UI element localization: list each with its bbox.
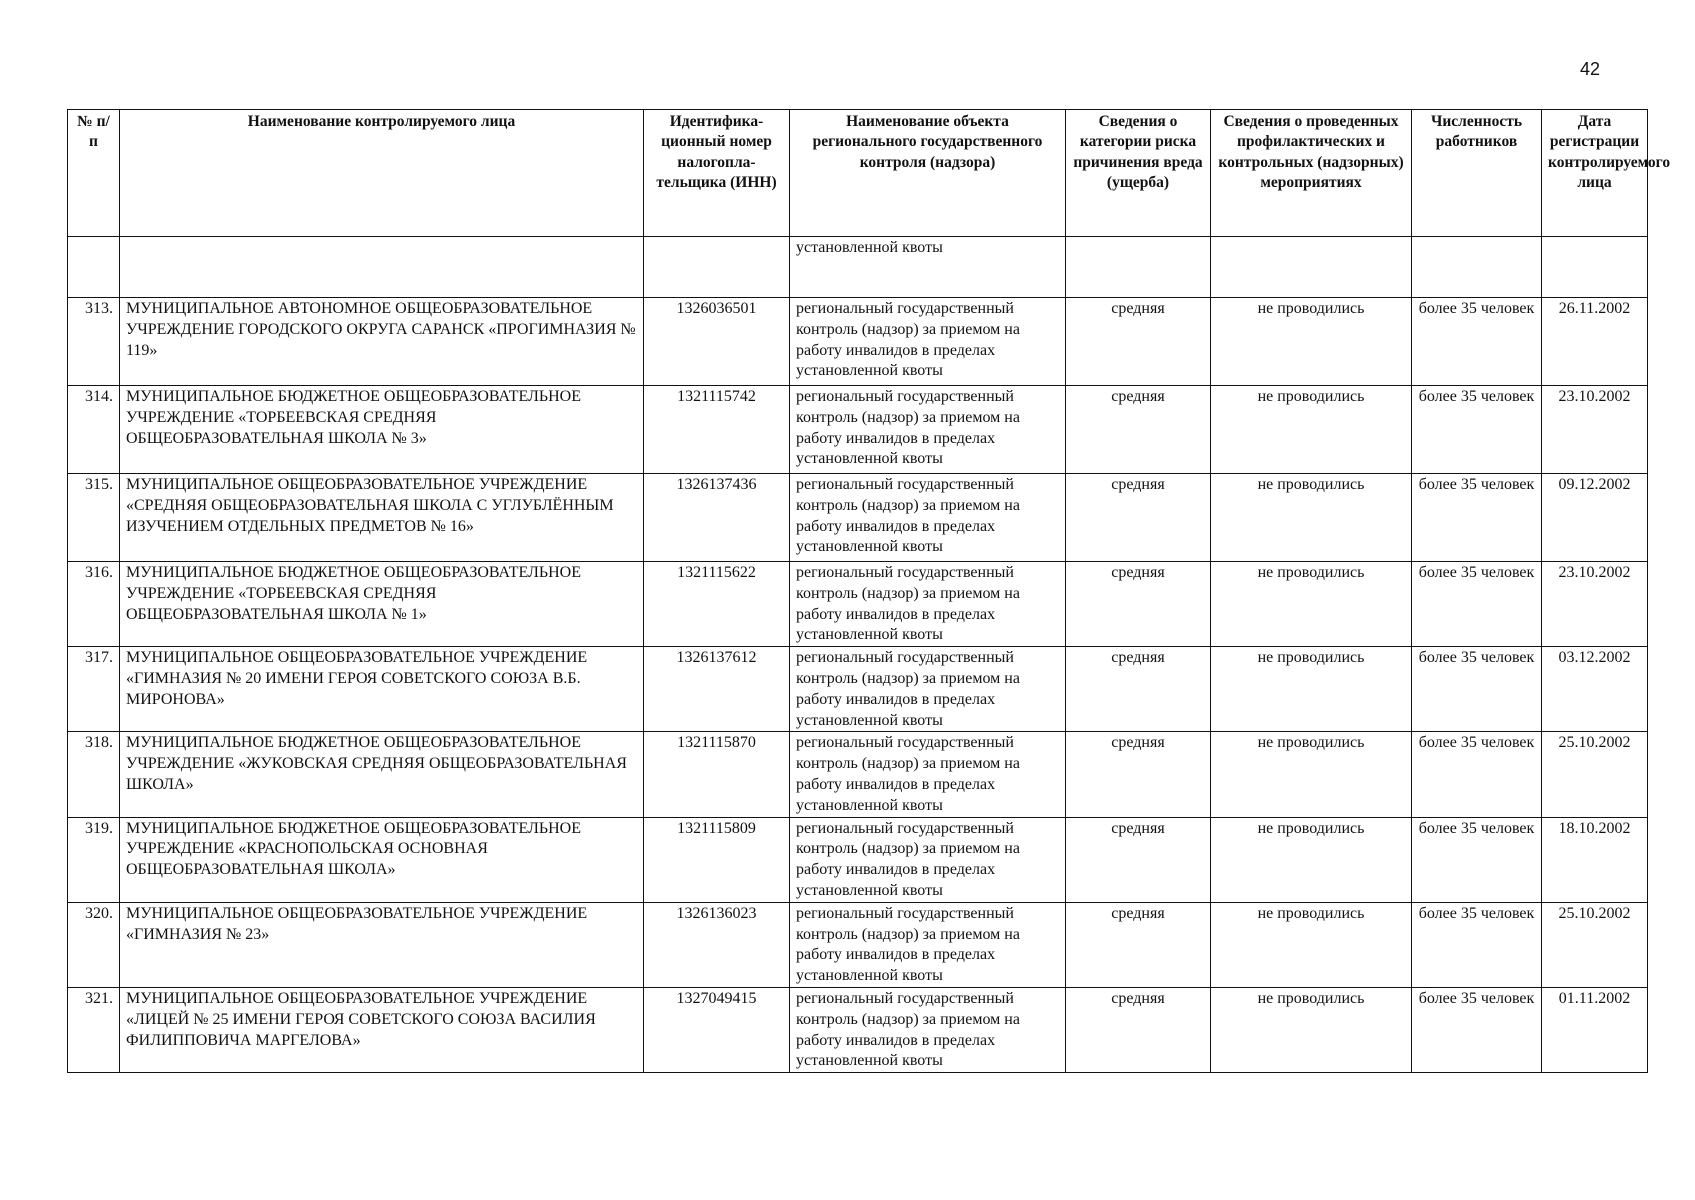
- organization-name: МУНИЦИПАЛЬНОЕ ОБЩЕОБРАЗОВАТЕЛЬНОЕ УЧРЕЖДЕНИЕ «ЛИЦЕЙ № 25 ИМЕНИ ГЕРОЯ СОВЕТСКОГО СОЮЗА ВАСИЛИЯ ФИЛИППОВИЧА МАРГЕЛОВА»: [120, 987, 644, 1072]
- carryover-risk-cell: [1066, 237, 1211, 298]
- carryover-row: [68, 237, 1648, 298]
- column-header-num: № п/п: [68, 110, 120, 237]
- column-header-name: Наименование контролируемого лица: [120, 110, 644, 237]
- risk-category-cell: средняя: [1066, 902, 1211, 987]
- organization-name: МУНИЦИПАЛЬНОЕ БЮДЖЕТНОЕ ОБЩЕОБРАЗОВАТЕЛЬНОЕ УЧРЕЖДЕНИЕ «ТОРБЕЕВСКАЯ СРЕДНЯЯ ОБЩЕОБРАЗОВАТЕЛЬНАЯ ШКОЛА № 1»: [120, 562, 644, 647]
- table-row: [68, 562, 1648, 647]
- control-object-cell: региональный государственный контроль (надзор) за приемом на работу инвалидов в пределах установленной квоты: [790, 647, 1066, 732]
- events-cell: не проводились: [1211, 298, 1412, 386]
- control-object-cell: региональный государственный контроль (надзор) за приемом на работу инвалидов в пределах установленной квоты: [790, 562, 1066, 647]
- control-object-cell: региональный государственный контроль (надзор) за приемом на работу инвалидов в пределах установленной квоты: [790, 386, 1066, 474]
- row-number: 317.: [68, 647, 120, 732]
- control-object-cell: региональный государственный контроль (надзор) за приемом на работу инвалидов в пределах установленной квоты: [790, 732, 1066, 817]
- registry-table: [67, 109, 1671, 1073]
- events-cell: не проводились: [1211, 902, 1412, 987]
- registration-date-cell: 25.10.2002: [1542, 902, 1648, 987]
- staff-count-cell: более 35 человек: [1412, 386, 1542, 474]
- column-header-date: Дата регистрации контролируемого лица: [1542, 110, 1648, 237]
- table-row: [68, 817, 1648, 902]
- staff-count-cell: более 35 человек: [1412, 647, 1542, 732]
- carryover-date-cell: [1542, 237, 1648, 298]
- organization-name: МУНИЦИПАЛЬНОЕ БЮДЖЕТНОЕ ОБЩЕОБРАЗОВАТЕЛЬНОЕ УЧРЕЖДЕНИЕ «ЖУКОВСКАЯ СРЕДНЯЯ ОБЩЕОБРАЗОВАТЕЛЬНАЯ ШКОЛА»: [120, 732, 644, 817]
- registration-date-cell: 01.11.2002: [1542, 987, 1648, 1072]
- column-header-staff: Численность работников: [1412, 110, 1542, 237]
- table-row: [68, 474, 1648, 562]
- carryover-name-cell: [120, 237, 644, 298]
- inn-cell: 1326137612: [644, 647, 790, 732]
- staff-count-cell: более 35 человек: [1412, 732, 1542, 817]
- carryover-staff-cell: [1412, 237, 1542, 298]
- staff-count-cell: более 35 человек: [1412, 987, 1542, 1072]
- organization-name: МУНИЦИПАЛЬНОЕ АВТОНОМНОЕ ОБЩЕОБРАЗОВАТЕЛЬНОЕ УЧРЕЖДЕНИЕ ГОРОДСКОГО ОКРУГА САРАНСК «ПРОГИМНАЗИЯ № 119»: [120, 298, 644, 386]
- risk-category-cell: средняя: [1066, 298, 1211, 386]
- organization-name: МУНИЦИПАЛЬНОЕ ОБЩЕОБРАЗОВАТЕЛЬНОЕ УЧРЕЖДЕНИЕ «ГИМНАЗИЯ № 20 ИМЕНИ ГЕРОЯ СОВЕТСКОГО СОЮЗА В.Б. МИРОНОВА»: [120, 647, 644, 732]
- inn-cell: 1327049415: [644, 987, 790, 1072]
- table-row: [68, 987, 1648, 1072]
- events-cell: не проводились: [1211, 562, 1412, 647]
- column-header-risk: Сведения о категории риска причинения вреда (ущерба): [1066, 110, 1211, 237]
- control-object-cell: региональный государственный контроль (надзор) за приемом на работу инвалидов в пределах установленной квоты: [790, 902, 1066, 987]
- inn-cell: 1326036501: [644, 298, 790, 386]
- inn-cell: 1321115622: [644, 562, 790, 647]
- row-number: 320.: [68, 902, 120, 987]
- events-cell: не проводились: [1211, 647, 1412, 732]
- row-number: 321.: [68, 987, 120, 1072]
- organization-name: МУНИЦИПАЛЬНОЕ ОБЩЕОБРАЗОВАТЕЛЬНОЕ УЧРЕЖДЕНИЕ «СРЕДНЯЯ ОБЩЕОБРАЗОВАТЕЛЬНАЯ ШКОЛА С УГЛУБЛЁННЫМ ИЗУЧЕНИЕМ ОТДЕЛЬНЫХ ПРЕДМЕТОВ № 16»: [120, 474, 644, 562]
- risk-category-cell: средняя: [1066, 474, 1211, 562]
- organization-name: МУНИЦИПАЛЬНОЕ ОБЩЕОБРАЗОВАТЕЛЬНОЕ УЧРЕЖДЕНИЕ «ГИМНАЗИЯ № 23»: [120, 902, 644, 987]
- column-header-events: Сведения о проведенных профилактических и контрольных (надзорных) мероприятиях: [1211, 110, 1412, 237]
- row-number: 319.: [68, 817, 120, 902]
- registration-date-cell: 26.11.2002: [1542, 298, 1648, 386]
- carryover-object-cell: установленной квоты: [790, 237, 1066, 298]
- row-number: 315.: [68, 474, 120, 562]
- staff-count-cell: более 35 человек: [1412, 817, 1542, 902]
- risk-category-cell: средняя: [1066, 817, 1211, 902]
- row-number: 314.: [68, 386, 120, 474]
- table-row: [68, 732, 1648, 817]
- risk-category-cell: средняя: [1066, 562, 1211, 647]
- table-row: [68, 386, 1648, 474]
- registration-date-cell: 23.10.2002: [1542, 386, 1648, 474]
- carryover-events-cell: [1211, 237, 1412, 298]
- staff-count-cell: более 35 человек: [1412, 298, 1542, 386]
- organization-name: МУНИЦИПАЛЬНОЕ БЮДЖЕТНОЕ ОБЩЕОБРАЗОВАТЕЛЬНОЕ УЧРЕЖДЕНИЕ «ТОРБЕЕВСКАЯ СРЕДНЯЯ ОБЩЕОБРАЗОВАТЕЛЬНАЯ ШКОЛА № 3»: [120, 386, 644, 474]
- inn-cell: 1321115870: [644, 732, 790, 817]
- risk-category-cell: средняя: [1066, 647, 1211, 732]
- inn-cell: 1326137436: [644, 474, 790, 562]
- carryover-inn-cell: [644, 237, 790, 298]
- staff-count-cell: более 35 человек: [1412, 474, 1542, 562]
- inn-cell: 1321115809: [644, 817, 790, 902]
- row-number: 313.: [68, 298, 120, 386]
- row-number: 316.: [68, 562, 120, 647]
- registration-date-cell: 18.10.2002: [1542, 817, 1648, 902]
- events-cell: не проводились: [1211, 987, 1412, 1072]
- inn-cell: 1326136023: [644, 902, 790, 987]
- table-row: [68, 902, 1648, 987]
- table-row: [68, 298, 1648, 386]
- page-number: 42: [1579, 59, 1601, 79]
- staff-count-cell: более 35 человек: [1412, 902, 1542, 987]
- events-cell: не проводились: [1211, 386, 1412, 474]
- control-object-cell: региональный государственный контроль (надзор) за приемом на работу инвалидов в пределах установленной квоты: [790, 298, 1066, 386]
- control-object-cell: региональный государственный контроль (надзор) за приемом на работу инвалидов в пределах установленной квоты: [790, 987, 1066, 1072]
- column-header-object: Наименование объекта регионального государственного контроля (надзора): [790, 110, 1066, 237]
- carryover-num-cell: [68, 237, 120, 298]
- events-cell: не проводились: [1211, 732, 1412, 817]
- control-object-cell: региональный государственный контроль (надзор) за приемом на работу инвалидов в пределах установленной квоты: [790, 474, 1066, 562]
- table-header-row: [68, 110, 1648, 237]
- events-cell: не проводились: [1211, 474, 1412, 562]
- risk-category-cell: средняя: [1066, 987, 1211, 1072]
- registration-date-cell: 03.12.2002: [1542, 647, 1648, 732]
- inn-cell: 1321115742: [644, 386, 790, 474]
- registration-date-cell: 23.10.2002: [1542, 562, 1648, 647]
- row-number: 318.: [68, 732, 120, 817]
- staff-count-cell: более 35 человек: [1412, 562, 1542, 647]
- registration-date-cell: 25.10.2002: [1542, 732, 1648, 817]
- events-cell: не проводились: [1211, 817, 1412, 902]
- risk-category-cell: средняя: [1066, 732, 1211, 817]
- control-object-cell: региональный государственный контроль (надзор) за приемом на работу инвалидов в пределах установленной квоты: [790, 817, 1066, 902]
- organization-name: МУНИЦИПАЛЬНОЕ БЮДЖЕТНОЕ ОБЩЕОБРАЗОВАТЕЛЬНОЕ УЧРЕЖДЕНИЕ «КРАСНОПОЛЬСКАЯ ОСНОВНАЯ ОБЩЕОБРАЗОВАТЕЛЬНАЯ ШКОЛА»: [120, 817, 644, 902]
- table-row: [68, 647, 1648, 732]
- registration-date-cell: 09.12.2002: [1542, 474, 1648, 562]
- risk-category-cell: средняя: [1066, 386, 1211, 474]
- column-header-inn: Идентифика-ционный номер налогопла-тельщика (ИНН): [644, 110, 790, 237]
